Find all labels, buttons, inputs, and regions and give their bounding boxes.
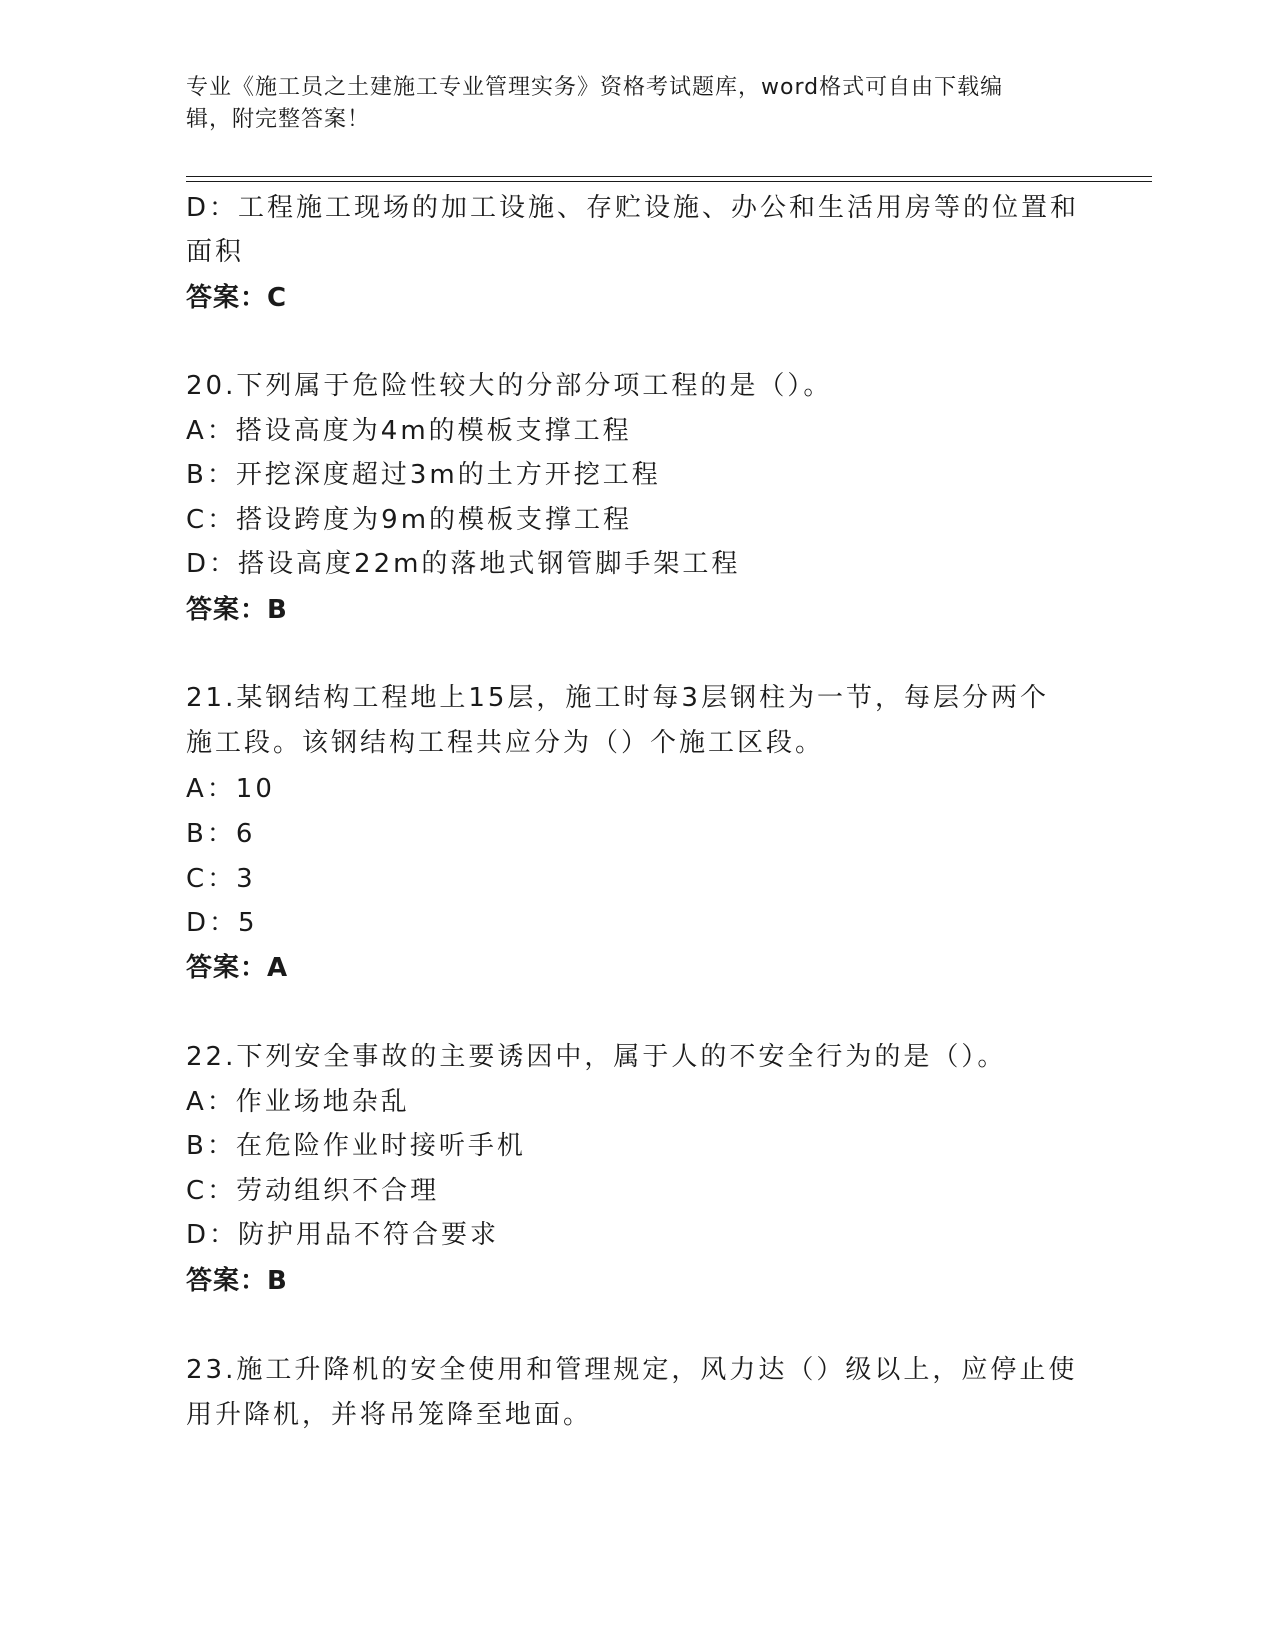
prev-option-d-line-1: D：工程施工现场的加工设施、存贮设施、办公和生活用房等的位置和 (186, 193, 1080, 223)
header-divider-bottom (186, 181, 1152, 182)
q20-option-c: C：搭设跨度为9m的模板支撑工程 (186, 505, 633, 535)
q20-answer: 答案：B (186, 595, 288, 625)
header-divider-top (186, 176, 1152, 177)
q23-stem-line-1: 23.施工升降机的安全使用和管理规定，风力达（）级以上，应停止使 (186, 1355, 1078, 1385)
q22-option-a: A：作业场地杂乱 (186, 1087, 410, 1117)
q21-option-d: D：5 (186, 908, 258, 938)
q21-option-a: A：10 (186, 774, 275, 804)
q23-stem-line-2: 用升降机，并将吊笼降至地面。 (186, 1400, 593, 1430)
q22-stem: 22.下列安全事故的主要诱因中，属于人的不安全行为的是（）。 (186, 1042, 1007, 1072)
prev-answer: 答案：C (186, 283, 288, 313)
q22-option-d: D：防护用品不符合要求 (186, 1220, 500, 1250)
q22-answer: 答案：B (186, 1266, 288, 1296)
document-header (186, 72, 1066, 136)
q20-option-a: A：搭设高度为4m的模板支撑工程 (186, 416, 632, 446)
prev-option-d-line-2: 面积 (186, 237, 245, 267)
header-line-1: 专业《施工员之土建施工专业管理实务》资格考试题库，word格式可自由下载编 (186, 75, 1004, 100)
q20-stem: 20.下列属于危险性较大的分部分项工程的是（）。 (186, 371, 833, 401)
q21-stem-line-1: 21.某钢结构工程地上15层，施工时每3层钢柱为一节，每层分两个 (186, 683, 1049, 713)
q22-option-b: B：在危险作业时接听手机 (186, 1131, 526, 1161)
q21-option-c: C：3 (186, 864, 256, 894)
q21-option-b: B：6 (186, 819, 256, 849)
q22-option-c: C：劳动组织不合理 (186, 1176, 440, 1206)
q20-option-d: D：搭设高度22m的落地式钢管脚手架工程 (186, 549, 741, 579)
q21-stem-line-2: 施工段。该钢结构工程共应分为（）个施工区段。 (186, 728, 825, 758)
header-line-2: 辑，附完整答案！ (186, 107, 371, 132)
q20-option-b: B：开挖深度超过3m的土方开挖工程 (186, 460, 661, 490)
q21-answer: 答案：A (186, 953, 289, 983)
